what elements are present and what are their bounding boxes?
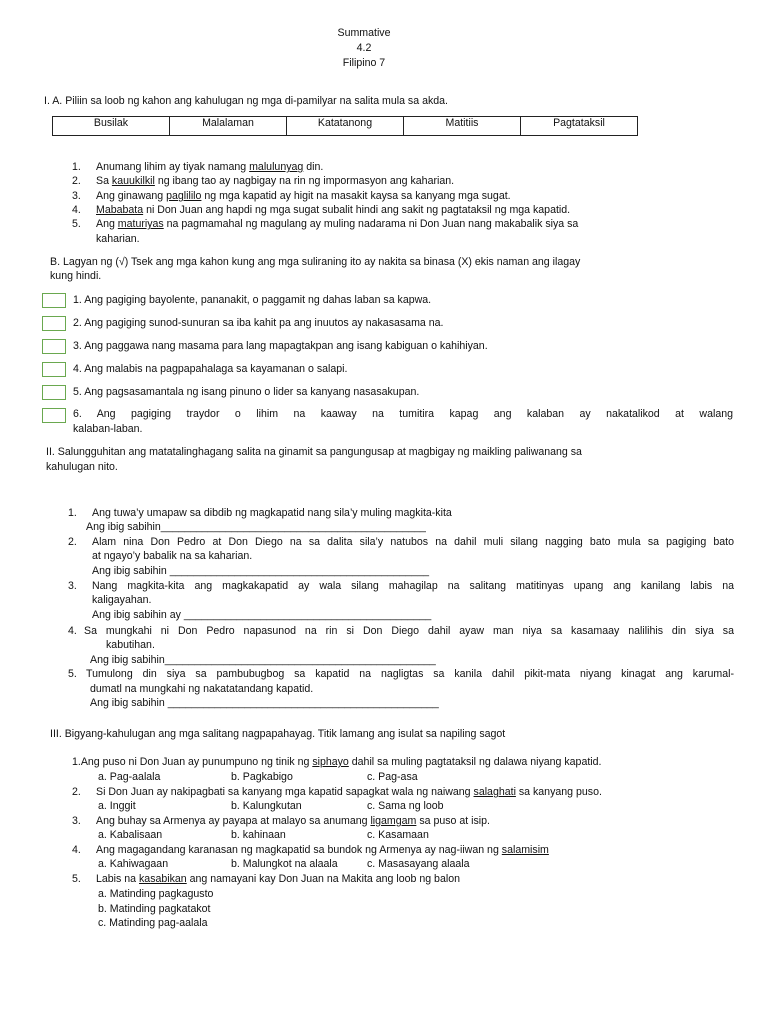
doc-subject: Filipino 7	[342, 57, 386, 69]
part1-title: I. A. Piliin sa loob ng kahon ang kahulugan ng mga di-pamilyar na salita mula sa akda.	[44, 95, 448, 107]
word-box-cell: Katatanong	[287, 117, 404, 136]
underlined-word: Mababata	[96, 204, 144, 216]
part1-item: 4. Mababata ni Don Juan ang hapdi ng mga sugat subalit hindi ang sakit ng pagtataksil ng mga kapatid.	[72, 204, 571, 216]
part2-item: Alam nina Don Pedro at Don Diego na sa dalita sila’y natubos na dahil muli silang nagging bato mula sa pagiging bato 2.	[68, 536, 734, 548]
partB-item: 2. Ang pagiging sunod-sunuran sa iba kahit pa ang inuutos ay nakasasama na.	[73, 317, 444, 329]
underlined-word: salamisim	[501, 844, 549, 856]
underlined-word: malulunyag	[249, 161, 304, 173]
choice: b. kahinaan	[231, 829, 286, 841]
choice: b. Malungkot na alaala	[231, 858, 338, 870]
part2-item-continuation: dumatl na mungkahi ng nakatatandang kapatid.	[90, 683, 314, 695]
choice: b. Kalungkutan	[231, 800, 302, 812]
checkbox[interactable]	[42, 408, 66, 423]
partB-item: 4. Ang malabis na pagpapahalaga sa kayamanan o salapi.	[73, 363, 348, 375]
doc-title: Summative	[337, 27, 391, 39]
underlined-word: siphayo	[312, 756, 349, 768]
choice: a. Kahiwagaan	[98, 858, 169, 870]
partB-item: 3. Ang paggawa nang masama para lang mapagtakpan ang isang kabiguan o kahihiyan.	[73, 340, 488, 352]
part1-item: 5. Ang maturiyas na pagmamahal ng magulang ay muling nadarama ni Don Juan nang makabalik siya sa	[72, 218, 579, 230]
partB-item-continuation: kalaban-laban.	[73, 423, 143, 435]
choice: c. Sama ng loob	[367, 800, 444, 812]
partB-item: 5. Ang pagsasamantala ng isang pinuno o lider sa kanyang nasasakupan.	[73, 386, 420, 398]
answer-line[interactable]: Ang ibig sabihin______________________________________________	[90, 654, 436, 666]
checkbox[interactable]	[42, 362, 66, 377]
part3-title: III. Bigyang-kahulugan ang mga salitang nagpapahayag. Titik lamang ang isulat sa napiling sagot	[50, 728, 506, 740]
partB-item: 6. Ang pagiging traydor o lihim na kaaway na tumitira kapag ang kalaban ay nakatalikod at walang	[73, 408, 733, 420]
word-box-cell: Busilak	[53, 117, 170, 136]
choice: a. Pag-aalala	[98, 771, 161, 783]
underlined-word: kauukilkil	[111, 175, 155, 187]
underlined-word: maturiyas	[117, 218, 164, 230]
part2-item-continuation: kabutihan.	[106, 639, 155, 651]
choice: c. Masasayang alaala	[367, 858, 470, 870]
part1-item: 2. Sa kauukilkil ng ibang tao ay nagbigay na rin ng impormasyon ang kaharian.	[72, 175, 455, 187]
part3-item: 3. Ang buhay sa Armenya ay payapa at malayo sa anumang ligamgam sa puso at isip.	[72, 815, 490, 827]
underlined-word: salaghati	[473, 786, 516, 798]
choice: a. Matinding pagkagusto	[98, 888, 214, 900]
checkbox[interactable]	[42, 293, 66, 308]
part1-item-continuation: kaharian.	[96, 233, 140, 245]
partB-item: 1. Ang pagiging bayolente, pananakit, o paggamit ng dahas laban sa kapwa.	[73, 294, 432, 306]
word-box	[52, 116, 638, 136]
answer-line[interactable]: Ang ibig sabihin_____________________________________________	[86, 521, 426, 533]
doc-section-number: 4.2	[356, 42, 372, 54]
part1-item: 3. Ang ginawang paglililo ng mga kapatid ay higit na masakit kaysa sa kanyang mga sugat.	[72, 190, 511, 202]
part3-item: 1.Ang puso ni Don Juan ay punumpuno ng tinik ng siphayo dahil sa muling pagtataksil ng dalawa niyang kapatid.	[72, 756, 602, 768]
part3-item: 4. Ang magagandang karanasan ng magkapatid sa bundok ng Armenya ay nag-iiwan ng salamisim	[72, 844, 549, 856]
checkbox[interactable]	[42, 316, 66, 331]
word-box-cell: Pagtataksil	[521, 117, 638, 136]
part2-title-cont: kahulugan nito.	[46, 461, 118, 473]
part2-item: Tumulong din siya sa pambubugbog sa kapatid na nagligtas sa kanila dahil pikit-mata niyang kinagat ang karumal- 5.	[68, 668, 734, 680]
word-box-cell: Matitiis	[404, 117, 521, 136]
part2-item: Nang magkita-kita ang magkakapatid ay wala silang mahagilap na salitang matitinyas upang ang kanilang labis na 3.	[68, 580, 734, 592]
checkbox[interactable]	[42, 339, 66, 354]
underlined-word: paglililo	[166, 190, 202, 202]
answer-line[interactable]: Ang ibig sabihin ____________________________________________	[92, 565, 429, 577]
choice: b. Pagkabigo	[231, 771, 293, 783]
choice: c. Pag-asa	[367, 771, 418, 783]
underlined-word: ligamgam	[370, 815, 417, 827]
answer-line[interactable]: Ang ibig sabihin ay __________________________________________	[92, 609, 432, 621]
part2-item-continuation: at ngayo’y babalik na sa kaharian.	[92, 550, 253, 562]
part2-item: Sa mungkahi ni Don Pedro napasunod na rin si Don Diego dahil ayaw man niya sa kasamaay nalilihis din siya sa 4.	[68, 625, 734, 637]
word-box-cell: Malalaman	[170, 117, 287, 136]
part2-title: II. Salungguhitan ang matatalinghagang salita na ginamit sa pangungusap at magbigay ng maikling paliwanang sa	[46, 446, 582, 458]
underlined-word: kasabikan	[139, 873, 187, 885]
choice: c. Kasamaan	[367, 829, 429, 841]
part2-item-continuation: kaligayahan.	[92, 594, 152, 606]
choice: b. Matinding pagkatakot	[98, 903, 211, 915]
choice: a. Inggit	[98, 800, 136, 812]
partB-title-cont: kung hindi.	[50, 270, 102, 282]
part1-item: 1. Anumang lihim ay tiyak namang malulunyag din.	[72, 161, 324, 173]
partB-title: B. Lagyan ng (√) Tsek ang mga kahon kung ang mga suliraning ito ay nakita sa binasa (X) ekis naman ang ilagay	[50, 256, 581, 268]
part3-item: 2. Si Don Juan ay nakipagbati sa kanyang mga kapatid sapagkat wala ng naiwang salaghati sa kanyang puso.	[72, 786, 602, 798]
checkbox[interactable]	[42, 385, 66, 400]
choice: c. Matinding pag-aalala	[98, 917, 208, 929]
answer-line[interactable]: Ang ibig sabihin ______________________________________________	[90, 697, 439, 709]
part2-item: 1. Ang tuwa’y umapaw sa dibdib ng magkapatid nang sila’y muling magkita-kita	[68, 507, 452, 519]
choice: a. Kabalisaan	[98, 829, 163, 841]
part3-item: 5. Labis na kasabikan ang namayani kay Don Juan na Makita ang loob ng balon	[72, 873, 460, 885]
